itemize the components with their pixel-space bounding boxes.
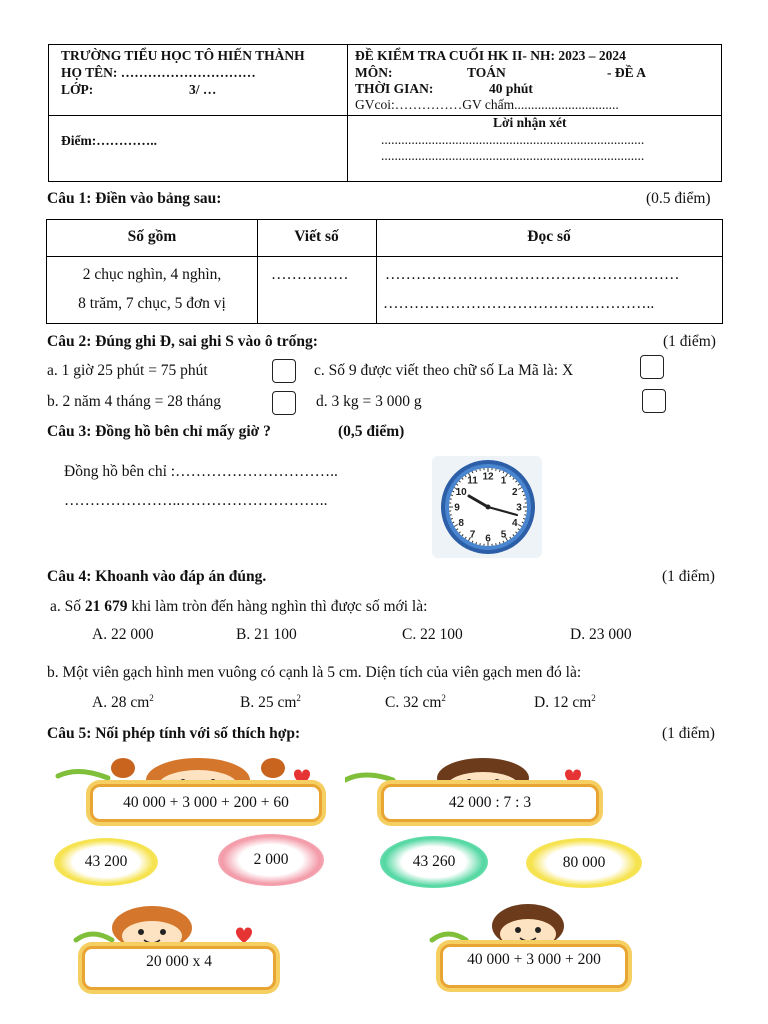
q5-points: (1 điểm): [662, 725, 715, 742]
cell-text: 8 trăm, 7 chục, 5 đơn vị: [78, 295, 226, 312]
q4-b-question: b. Một viên gạch hình men vuông có cạnh là 5 cm. Diện tích của viên gạch men đó là:: [47, 664, 582, 681]
q4-b-option-c[interactable]: C. 32 $cm^2$: [385, 693, 446, 712]
clock-numeral: 11: [467, 475, 478, 487]
clock-tick: [451, 518, 453, 519]
comment-line: ..............................................................................: [381, 148, 645, 163]
expression-card-4[interactable]: [418, 900, 640, 998]
q3-answer-line[interactable]: …………………..………………………..: [64, 492, 328, 509]
q2-points: (1 điểm): [663, 333, 716, 350]
q2-item-c: c. Số 9 được viết theo chữ số La Mã là: X: [314, 362, 574, 379]
proctor-line: GVcoi:……………GV chấm...............................: [355, 97, 619, 112]
clock-numeral: 5: [500, 529, 507, 541]
answer-box-c[interactable]: [640, 355, 664, 379]
q4-b-option-d[interactable]: D. 12 $cm^2$: [534, 693, 596, 712]
time-value: 40 phút: [489, 81, 533, 96]
number-option-2000[interactable]: 2 000: [218, 834, 324, 886]
q4-a-question: a. Số 21 679 khi làm tròn đến hàng nghìn thì được số mới là:: [50, 598, 428, 615]
comment-line: ..............................................................................: [381, 132, 645, 147]
clock-numeral: 8: [458, 518, 464, 529]
q4-title: Câu 4: Khoanh vào đáp án đúng.: [47, 568, 267, 585]
clock-tick: [476, 470, 477, 472]
clock-icon: [432, 456, 542, 558]
clock-numeral: 10: [455, 487, 467, 498]
clock-numeral: 3: [516, 502, 522, 514]
number-option-80000[interactable]: 80 000: [526, 838, 642, 888]
q4-a-option-b[interactable]: B. 21 100: [236, 626, 297, 643]
q2-title: Câu 2: Đúng ghi Đ, sai ghi S vào ô trống:: [47, 333, 318, 350]
expression-card-3[interactable]: [52, 902, 292, 998]
subject-value: TOÁN: [467, 65, 506, 80]
q2-item-d: d. 3 kg = 3 000 g: [316, 393, 422, 410]
q1-points: (0.5 điểm): [646, 190, 711, 207]
header-divider: [49, 115, 721, 116]
answer-box-a[interactable]: [272, 359, 296, 383]
q4-b-option-b[interactable]: B. 25 $cm^2$: [240, 693, 301, 712]
clock-tick: [499, 542, 500, 544]
q4-a-option-d[interactable]: D. 23 000: [570, 626, 632, 643]
score-label: Điểm:…………..: [61, 133, 157, 148]
read-number-blank[interactable]: …………………………………………………: [385, 266, 680, 283]
expression-card-1[interactable]: [48, 754, 338, 826]
col-header-so-gom: Số gồm: [127, 228, 177, 245]
q4-a-option-c[interactable]: C. 22 100: [402, 626, 463, 643]
q4-b-option-a[interactable]: A. 28 $cm^2$: [92, 693, 154, 712]
q1-label: Câu 1: [47, 190, 87, 207]
expression-text: 20 000 x 4: [82, 946, 276, 990]
clock-numeral: 9: [454, 502, 460, 514]
exam-title: ĐỀ KIỂM TRA CUỐI HK II- NH: 2023 – 2024: [355, 48, 626, 63]
header-table: [48, 44, 722, 182]
table-divider: [47, 256, 722, 257]
number-option-43260[interactable]: 43 260: [380, 836, 488, 888]
number-option-43200[interactable]: 43 200: [54, 838, 158, 886]
expression-text: 40 000 + 3 000 + 200: [440, 944, 628, 988]
answer-box-d[interactable]: [642, 389, 666, 413]
q3-answer-line[interactable]: Đồng hồ bên chỉ :…………………………..: [64, 463, 338, 480]
q1-title: [47, 190, 221, 208]
clock-tick: [499, 470, 500, 472]
q4-a-option-a[interactable]: A. 22 000: [92, 626, 154, 643]
exam-version: - ĐỀ A: [607, 65, 647, 80]
clock-numeral: 7: [469, 529, 476, 541]
q5-title: Câu 5: Nối phép tính với số thích hợp:: [47, 725, 301, 742]
student-name-line: HỌ TÊN: …………………………: [61, 65, 256, 80]
comment-title: Lời nhận xét: [493, 115, 567, 130]
col-header-doc-so: Đọc số: [527, 228, 571, 245]
clock-numeral: 6: [485, 533, 491, 545]
q2-item-b: b. 2 năm 4 tháng = 28 tháng: [47, 393, 222, 410]
read-number-blank[interactable]: ……………………………………………..: [383, 295, 655, 312]
clock-numeral: 4: [512, 518, 518, 529]
expression-text: 40 000 + 3 000 + 200 + 60: [90, 784, 322, 822]
cell-text: 2 chục nghìn, 4 nghìn,: [82, 266, 222, 283]
q1-table: [46, 219, 723, 324]
answer-box-b[interactable]: [272, 391, 296, 415]
q3-points: (0,5 điểm): [338, 423, 405, 440]
col-header-viet-so: Viết số: [294, 228, 339, 245]
q4-points: (1 điểm): [662, 568, 715, 585]
clock-tick: [476, 542, 477, 544]
clock-tick: [523, 495, 525, 496]
school-name: TRƯỜNG TIỂU HỌC TÔ HIẾN THÀNH: [61, 48, 305, 63]
class-label: LỚP:: [61, 82, 94, 97]
write-number-blank[interactable]: ……………: [271, 266, 349, 283]
child-face-icon: [52, 902, 292, 952]
q1-title-text: : Điền vào bảng sau:: [86, 190, 222, 207]
class-value: 3/ …: [189, 82, 217, 97]
time-label: THỜI GIAN:: [355, 81, 434, 96]
expression-text: 42 000 : 7 : 3: [381, 784, 599, 822]
subject-label: MÔN:: [355, 65, 393, 80]
clock-image: [432, 456, 542, 558]
q3-title: Câu 3: Đồng hồ bên chỉ mấy giờ ?: [47, 423, 271, 440]
clock-numeral: 2: [512, 487, 518, 498]
clock-numeral: 12: [482, 471, 494, 483]
clock-tick: [451, 495, 453, 496]
header-divider: [347, 45, 348, 181]
q2-item-a: a. 1 giờ 25 phút = 75 phút: [47, 362, 208, 379]
clock-numeral: 1: [500, 475, 507, 487]
expression-card-2[interactable]: [345, 754, 617, 826]
clock-tick: [523, 518, 525, 519]
